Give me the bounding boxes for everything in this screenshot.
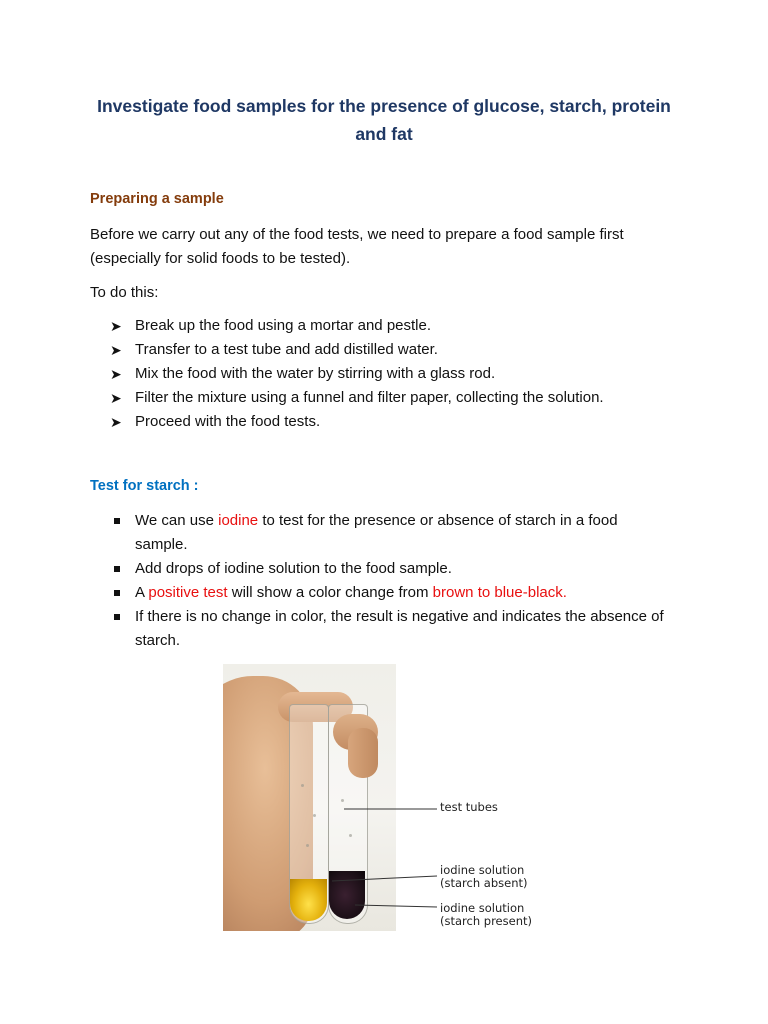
step-text: Transfer to a test tube and add distilled water. [135,341,438,358]
label-text: iodine solution [440,863,525,877]
bubble [313,814,316,817]
list-item [110,581,670,605]
iodine-solution-blue-black [329,871,365,919]
list-item [110,410,604,434]
bullet-text: will show a color change from [227,584,433,601]
title-line-2: and fat [355,124,413,144]
bullet-text: Add drops of iodine solution to the food sample. [135,560,452,577]
square-bullet-icon [114,518,120,524]
test-tubes-photo [223,664,396,931]
arrow-bullet-icon: ➤ [110,366,122,382]
preparing-sample-heading: Preparing a sample [90,191,224,207]
list-item [110,338,604,362]
intro-line-1: Before we carry out any of the food tests, we need to prepare a food sample first [90,226,624,243]
arrow-bullet-icon: ➤ [110,342,122,358]
bubble [349,834,352,837]
bubble [341,799,344,802]
list-item [110,386,604,410]
list-item [110,605,670,653]
list-item [110,314,604,338]
arrow-bullet-icon: ➤ [110,390,122,406]
finger [348,728,378,778]
bullet-text: We can use [135,512,219,529]
preparing-intro [90,223,690,271]
label-iodine-absent [440,864,527,890]
starch-test-heading: Test for starch : [90,478,199,494]
iodine-solution-yellow [290,879,327,921]
preparation-steps-list [110,314,604,434]
to-do-label: To do this: [90,284,159,301]
list-item [110,557,670,581]
list-item [110,362,604,386]
title-line-1: Investigate food samples for the presence of glucose, starch, protein [97,96,671,116]
positive-test-highlight: positive test [148,584,228,601]
document-title [80,92,688,148]
step-text: Mix the food with the water by stirring with a glass rod. [135,365,496,382]
bullet-text: to test for the presence or absence of starch in a food sample. [135,512,618,553]
list-item [110,509,670,557]
step-text: Proceed with the food tests. [135,413,321,430]
arrow-bullet-icon: ➤ [110,318,122,334]
starch-test-list [110,509,670,653]
label-iodine-present [440,902,532,928]
arrow-bullet-icon: ➤ [110,414,122,430]
square-bullet-icon [114,590,120,596]
square-bullet-icon [114,566,120,572]
label-text: (starch absent) [440,876,528,890]
color-change-highlight: brown to blue-black. [432,584,567,601]
label-text: iodine solution [440,901,525,915]
label-test-tubes: test tubes [440,800,498,814]
square-bullet-icon [114,614,120,620]
step-text: Filter the mixture using a funnel and filter paper, collecting the solution. [135,389,604,406]
bullet-text: If there is no change in color, the result is negative and indicates the absence of starch. [135,608,664,649]
bubble [301,784,304,787]
bullet-text: A [135,584,149,601]
intro-line-2: (especially for solid foods to be tested). [90,250,351,267]
step-text: Break up the food using a mortar and pestle. [135,317,432,334]
bubble [306,844,309,847]
iodine-highlight: iodine [218,512,259,529]
label-text: (starch present) [440,914,532,928]
